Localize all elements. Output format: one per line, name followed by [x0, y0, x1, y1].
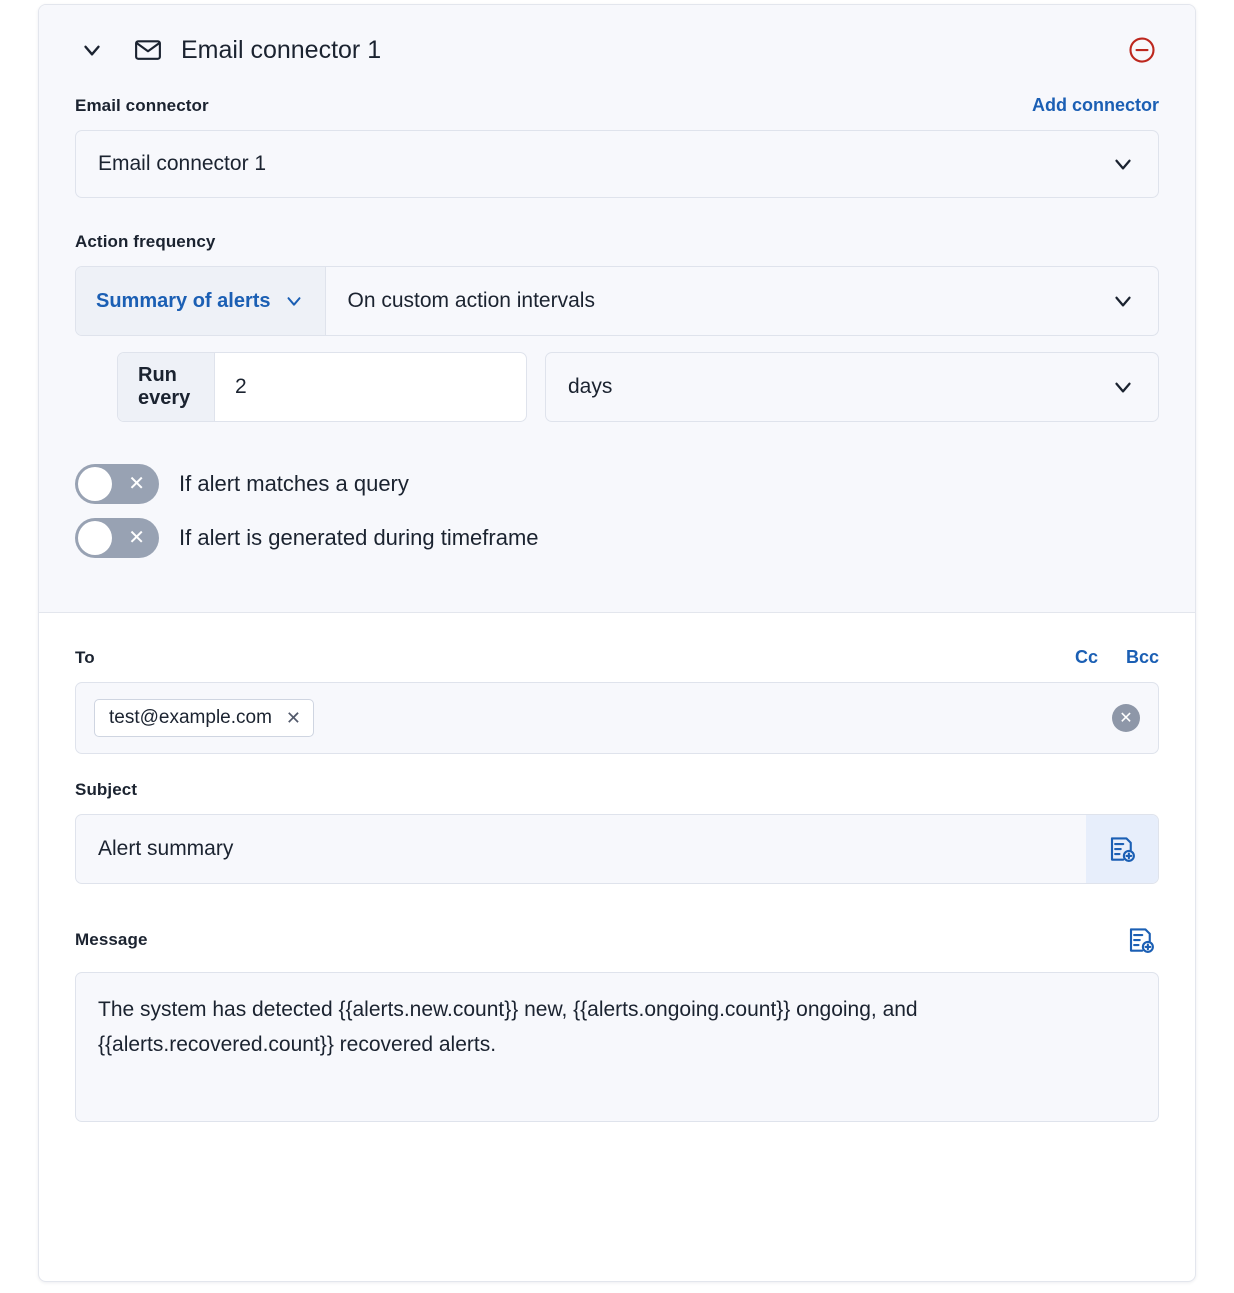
- summary-of-alerts-dropdown[interactable]: [76, 267, 326, 335]
- add-variable-icon[interactable]: [1123, 922, 1159, 958]
- close-icon[interactable]: ✕: [285, 707, 301, 728]
- recipient-chip[interactable]: [94, 699, 314, 737]
- run-every-label: Run every: [118, 353, 215, 421]
- subject-label: Subject: [75, 780, 138, 799]
- run-every-unit-value: days: [568, 375, 613, 398]
- email-action-card: [38, 4, 1196, 1282]
- interval-value: On custom action intervals: [347, 289, 595, 312]
- card-header: [75, 5, 1159, 95]
- toggle-row-timeframe: [75, 518, 1159, 558]
- toggle-knob: [78, 521, 112, 555]
- gap: [75, 198, 1159, 232]
- toggle-if-alert-generated-during-timeframe[interactable]: [75, 518, 159, 558]
- toggle-if-alert-matches-query[interactable]: [75, 464, 159, 504]
- toggle-label-query: If alert matches a query: [179, 471, 409, 496]
- subject-field-wrap: [75, 814, 1159, 884]
- cc-link[interactable]: Cc: [1074, 647, 1098, 667]
- to-recipients-field[interactable]: [75, 682, 1159, 754]
- chevron-down-icon[interactable]: [75, 33, 109, 67]
- conditions-toggles: [75, 464, 1159, 558]
- recipient-chip-label: test@example.com: [109, 707, 272, 728]
- connector-selected-value: Email connector 1: [98, 152, 267, 175]
- clear-recipients-button[interactable]: ✕: [1112, 704, 1140, 732]
- message-label: Message: [75, 930, 148, 949]
- run-every-input[interactable]: [215, 353, 526, 421]
- connector-select[interactable]: [75, 130, 1159, 198]
- chevron-down-icon[interactable]: [1110, 267, 1158, 335]
- run-every-unit-select[interactable]: [545, 352, 1159, 422]
- chevron-down-icon: [1110, 151, 1158, 177]
- email-content-section: [39, 613, 1195, 1122]
- close-icon: ✕: [128, 473, 145, 495]
- bcc-link[interactable]: Bcc: [1125, 647, 1159, 667]
- toggle-label-timeframe: If alert is generated during timeframe: [179, 525, 539, 550]
- chevron-down-icon: [283, 290, 305, 312]
- toggle-row-query: [75, 464, 1159, 504]
- connector-label-row: [75, 95, 1159, 116]
- run-every-row: [117, 352, 1159, 422]
- chevron-down-icon: [1110, 374, 1158, 400]
- add-connector-link[interactable]: Add connector: [1031, 95, 1159, 115]
- action-frequency-label: Action frequency: [75, 232, 216, 251]
- to-label: To: [75, 648, 95, 667]
- action-frequency-row: [75, 266, 1159, 336]
- message-header: [75, 922, 1159, 958]
- cc-bcc-links: [1075, 647, 1159, 668]
- summary-of-alerts-label: Summary of alerts: [96, 289, 271, 312]
- page-title: Email connector 1: [181, 35, 382, 64]
- subject-input[interactable]: [76, 815, 1086, 883]
- toggle-knob: [78, 467, 112, 501]
- connector-label: Email connector: [75, 96, 209, 115]
- action-settings-section: [39, 5, 1195, 613]
- minus-circle-icon[interactable]: [1125, 33, 1159, 67]
- add-variable-icon[interactable]: [1086, 815, 1158, 883]
- interval-select[interactable]: [326, 267, 1110, 335]
- run-every-field[interactable]: [117, 352, 527, 422]
- close-icon: ✕: [128, 527, 145, 549]
- message-textarea[interactable]: The system has detected {{alerts.new.count}} new, {{alerts.ongoing.count}} ongoing, and {{alerts.recovered.count}} recovered alerts.: [75, 972, 1159, 1122]
- to-label-row: [75, 647, 1159, 668]
- envelope-icon: [133, 35, 163, 65]
- gap: [75, 754, 1159, 780]
